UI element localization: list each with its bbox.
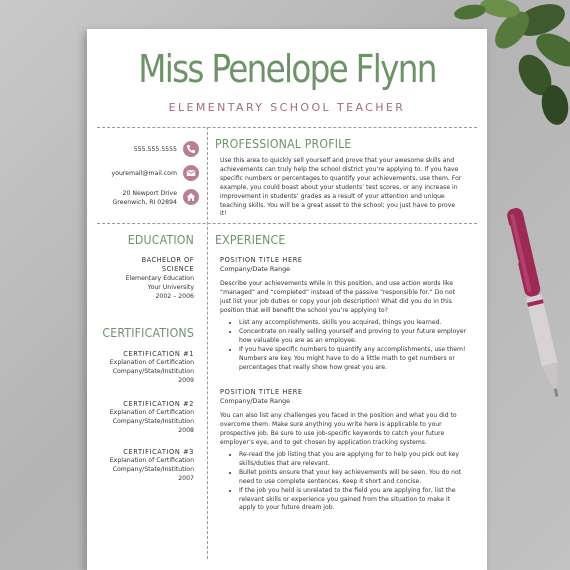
resume-page bbox=[87, 29, 487, 570]
job-bullet: • Concentrate on really selling yourself and proving to your future employer how valuable you are as an employee. bbox=[239, 328, 467, 346]
job-company: Company/Date Range bbox=[220, 265, 291, 273]
job-bullet: • List any accomplishments, skills you acquired, things you learned. bbox=[239, 319, 467, 328]
job-description: Describe your achievements while in this position, and use action words like “managed” and “completed” instead of the passive “responsible for.” Do not just list your job duties or copy your job description! What did you do in this position that will benefit the school you’re applying to? bbox=[220, 280, 455, 314]
job-title: POSITION TITLE HERE bbox=[220, 388, 303, 396]
education-years: 2002 – 2006 bbox=[155, 293, 194, 300]
certification-title: CERTIFICATION #3 bbox=[123, 448, 194, 456]
job-title: POSITION TITLE HERE bbox=[220, 256, 303, 264]
education-degree-line2: SCIENCE bbox=[161, 265, 194, 273]
certification-year: 2007 bbox=[178, 475, 194, 482]
job-company: Company/Date Range bbox=[220, 397, 291, 405]
job-bullets bbox=[220, 451, 467, 513]
job-description: You can also list any challenges you faced in the position and what you did to overcome them. Make sure anything you write here is applicable to your prospective job. Be sure to use job-specific keywords to catch your future employer’s eye, and to get chosen by application tracking systems. bbox=[220, 412, 457, 446]
job-bullet: • Re-read the job listing that you are applying for to help you pick out key skills/duties that are relevant. bbox=[239, 451, 467, 469]
envelope-icon bbox=[183, 165, 199, 181]
certification-org: Company/State/Institution bbox=[112, 368, 194, 375]
column-divider bbox=[207, 127, 208, 559]
certification-org: Company/State/Institution bbox=[112, 418, 194, 425]
candidate-name: Miss Penelope Flynn bbox=[138, 47, 436, 91]
profile-text: Use this area to quickly sell yourself and prove that your awesome skills and achievements can truly help the school district you’re applying to. If you have specific numbers or percentages to quantify your achievements, use them. For example, you could boast about your students’ test scores, or any increase in improvement in students’ grades as a result of your attention and unique teaching skills. You will be a great asset to the school; you just have to prove it! bbox=[220, 157, 462, 218]
contact-phone: 555.555.5555 bbox=[133, 146, 177, 153]
certification-explanation: Explanation of Certification bbox=[109, 457, 194, 464]
certification-title: CERTIFICATION #1 bbox=[123, 350, 194, 358]
education-field: Elementary Education bbox=[125, 275, 194, 282]
certification-explanation: Explanation of Certification bbox=[109, 359, 194, 366]
certification-explanation: Explanation of Certification bbox=[109, 409, 194, 416]
experience-heading: EXPERIENCE bbox=[215, 232, 286, 247]
certification-title: CERTIFICATION #2 bbox=[123, 400, 194, 408]
job-bullets bbox=[220, 319, 467, 372]
pen bbox=[500, 200, 570, 410]
education-heading: EDUCATION bbox=[127, 232, 194, 247]
house-icon bbox=[183, 189, 199, 205]
certification-year: 2009 bbox=[178, 377, 194, 384]
job-bullet: • If the job you held is unrelated to the field you are applying for, list the relevant skills or experience you gained from the situation to make it apply to your future dream job. bbox=[239, 487, 467, 514]
job-bullet: • If you have specific numbers to quantify any accomplishments, use them! Numbers are key. You might have to do a little math to get numbers or percentages that really show how great you are. bbox=[239, 346, 467, 373]
education-school: Your University bbox=[147, 284, 194, 291]
middle-divider bbox=[97, 223, 477, 224]
contact-address-line1: 20 Newport Drive bbox=[122, 190, 177, 197]
education-degree-line1: BACHELOR OF bbox=[141, 256, 194, 264]
certification-year: 2008 bbox=[178, 427, 194, 434]
certifications-heading: CERTIFICATIONS bbox=[102, 325, 194, 340]
top-divider bbox=[97, 127, 477, 128]
candidate-role: ELEMENTARY SCHOOL TEACHER bbox=[168, 101, 406, 114]
job-bullet: • Bullet points ensure that your key achievements will be seen. You do not need to use complete sentences. Keep it short and concise. bbox=[239, 469, 467, 487]
phone-icon bbox=[183, 141, 199, 157]
contact-email[interactable]: youremail@mail.com bbox=[111, 170, 177, 177]
certification-org: Company/State/Institution bbox=[112, 466, 194, 473]
contact-address-line2: Greenwich, RI 02894 bbox=[112, 199, 177, 206]
profile-heading: PROFESSIONAL PROFILE bbox=[215, 136, 352, 151]
